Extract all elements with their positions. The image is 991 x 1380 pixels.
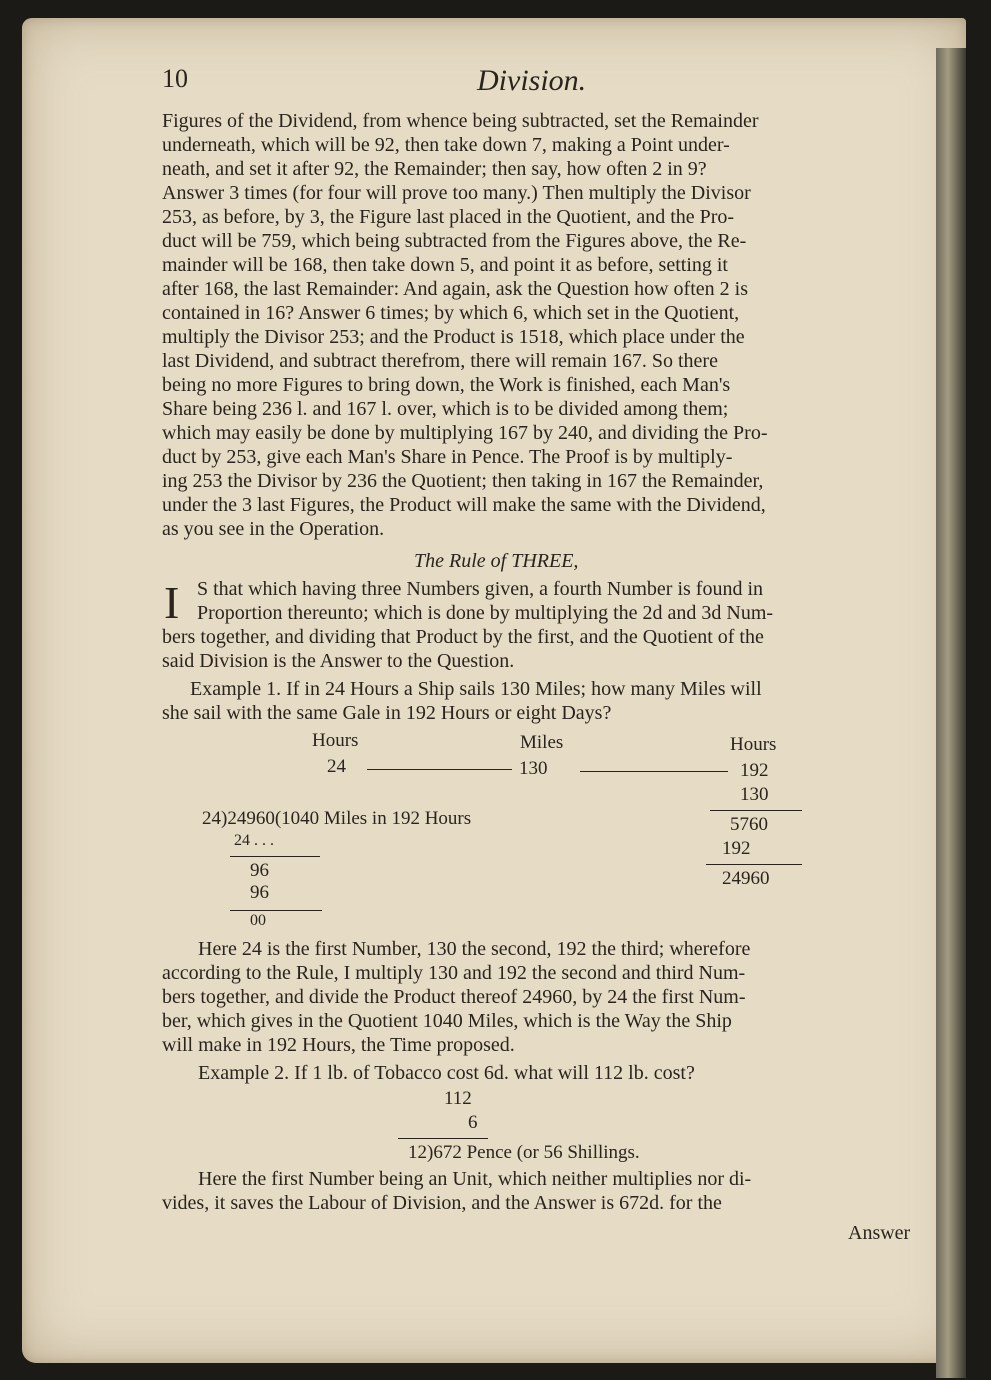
text-line: underneath, which will be 92, then take down 7, making a Point under-: [162, 134, 730, 156]
section-heading: The Rule of THREE,: [414, 550, 579, 572]
text-line: neath, and set it after 92, the Remainder; then say, how often 2 in 9?: [162, 158, 707, 180]
division-rule: [230, 910, 322, 911]
text-line: bers together, and dividing that Product by the first, and the Quotient of the: [162, 626, 764, 648]
text-line: Share being 236 l. and 167 l. over, which is to be divided among them;: [162, 398, 729, 420]
text-line: duct by 253, give each Man's Share in Pence. The Proof is by multiply-: [162, 446, 733, 468]
adjacent-page-edge: [936, 48, 966, 1378]
value-112: 112: [444, 1088, 472, 1109]
product-24960: 24960: [722, 868, 770, 889]
running-header: Division.: [477, 64, 587, 97]
column-label-miles: Miles: [520, 732, 564, 753]
text-line: last Dividend, and subtract therefrom, there will remain 167. So there: [162, 350, 718, 372]
division-step: 96: [250, 882, 269, 903]
text-line: ing 253 the Divisor by 236 the Quotient; then taking in 167 the Remainder,: [162, 470, 764, 492]
text-line: said Division is the Answer to the Question.: [162, 650, 515, 672]
partial-5760: 5760: [730, 814, 768, 835]
product-rule: [398, 1138, 488, 1139]
text-line: S that which having three Numbers given, a fourth Number is found in: [197, 578, 763, 600]
multiplier-130: 130: [740, 784, 769, 805]
catchword: Answer: [848, 1222, 911, 1244]
text-line: after 168, the last Remainder: And again, ask the Question how often 2 is: [162, 278, 748, 300]
long-division: 24)24960(1040 Miles in 192 Hours: [202, 808, 472, 829]
text-line: bers together, and divide the Product thereof 24960, by 24 the first Num-: [162, 986, 746, 1008]
text-line: which may easily be done by multiplying 167 by 240, and dividing the Pro-: [162, 422, 768, 444]
text-line: as you see in the Operation.: [162, 518, 385, 540]
text-line: Here the first Number being an Unit, which neither multiplies nor di-: [198, 1168, 752, 1190]
text-line: according to the Rule, I multiply 130 and 192 the second and third Num-: [162, 962, 746, 984]
text-line: Here 24 is the first Number, 130 the second, 192 the third; wherefore: [198, 938, 751, 960]
text-line: contained in 16? Answer 6 times; by which 6, which set in the Quotient,: [162, 302, 740, 324]
value-24: 24: [327, 756, 346, 777]
partial-192: 192: [722, 838, 751, 859]
text-line: will make in 192 Hours, the Time proposed.: [162, 1034, 515, 1056]
value-6: 6: [468, 1112, 478, 1133]
proportion-dash: [580, 771, 728, 772]
sum-rule: [710, 810, 802, 811]
text-line: multiply the Divisor 253; and the Product is 1518, which place under the: [162, 326, 745, 348]
drop-cap: I: [164, 577, 180, 628]
sum-rule: [706, 864, 802, 865]
column-label-hours: Hours: [730, 734, 777, 755]
text-line: vides, it saves the Labour of Division, and the Answer is 672d. for the: [162, 1192, 722, 1214]
division-step: 00: [250, 912, 266, 929]
proportion-dash: [367, 769, 512, 770]
column-label-hours: Hours: [312, 730, 359, 751]
division-step: 96: [250, 860, 269, 881]
text-line: being no more Figures to bring down, the Work is finished, each Man's: [162, 374, 731, 396]
text-line: Answer 3 times (for four will prove too many.) Then multiply the Divisor: [162, 182, 751, 204]
page-number: 10: [162, 64, 188, 93]
text-line: duct will be 759, which being subtracted from the Figures above, the Re-: [162, 230, 747, 252]
value-130: 130: [519, 758, 548, 779]
text-line: Proportion thereunto; which is done by multiplying the 2d and 3d Num-: [197, 602, 774, 624]
example-2-line: Example 2. If 1 lb. of Tobacco cost 6d. what will 112 lb. cost?: [198, 1062, 695, 1084]
division-rule: [230, 856, 320, 857]
division-step: 24 . . .: [234, 832, 274, 849]
example-1-line: Example 1. If in 24 Hours a Ship sails 130 Miles; how many Miles will: [190, 678, 762, 700]
text-line: mainder will be 168, then take down 5, and point it as before, setting it: [162, 254, 728, 276]
text-line: Figures of the Dividend, from whence being subtracted, set the Remainder: [162, 110, 759, 132]
book-page: [22, 18, 966, 1363]
text-line: under the 3 last Figures, the Product will make the same with the Dividend,: [162, 494, 766, 516]
value-192: 192: [740, 760, 769, 781]
example-1-line: she sail with the same Gale in 192 Hours or eight Days?: [162, 702, 612, 724]
text-line: ber, which gives in the Quotient 1040 Miles, which is the Way the Ship: [162, 1010, 732, 1032]
text-line: 253, as before, by 3, the Figure last placed in the Quotient, and the Pro-: [162, 206, 735, 228]
result-672: 12)672 Pence (or 56 Shillings.: [408, 1142, 640, 1163]
